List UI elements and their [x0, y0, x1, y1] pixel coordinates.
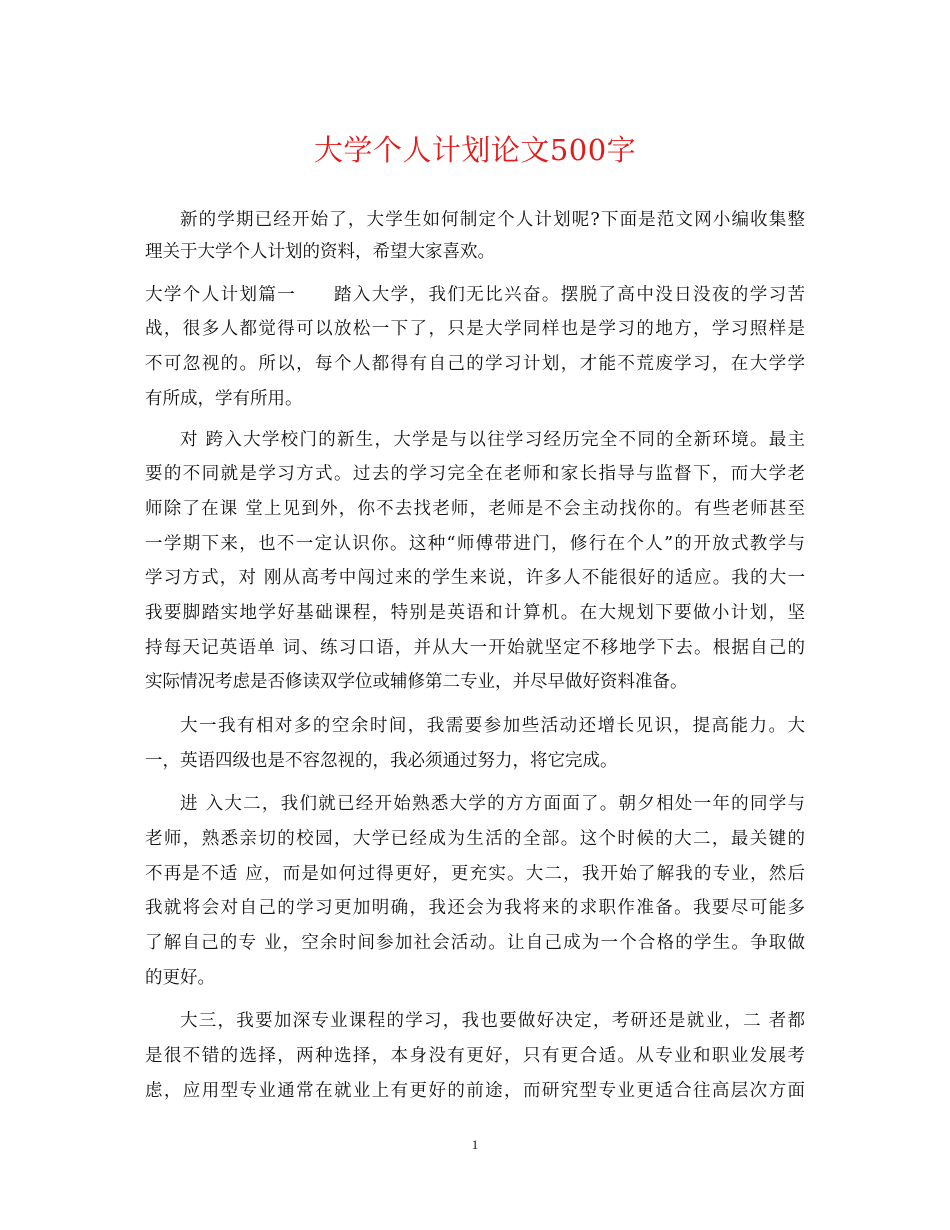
text-line: 大学个人计划篇一 踏入大学，我们无比兴奋。摆脱了高中没日没夜的学习苦 [145, 285, 805, 305]
text-line: 老师，熟悉亲切的校园，大学已经成为生活的全部。这个时候的大二，最关键的 [145, 829, 805, 849]
text-line: 学习方式，对 刚从高考中闯过来的学生来说，许多人不能很好的适应。我的大一 [145, 568, 805, 588]
text-line: 不再是不适 应，而是如何过得更好，更充实。大二，我开始了解我的专业，然后 [145, 864, 805, 884]
text-line: 我就将会对自己的学习更加明确，我还会为我将来的求职作准备。我要尽可能多 [145, 898, 805, 918]
text-line: 大三，我要加深专业课程的学习，我也要做好决定，考研还是就业，二 者都 [180, 1011, 805, 1031]
text-line: 的更好。 [145, 968, 215, 988]
text-line: 一学期下来，也不一定认识你。这种“师傅带进门，修行在个人”的开放式教学与 [145, 534, 805, 554]
text-line: 了解自己的专 业，空余时间参加社会活动。让自己成为一个合格的学生。争取做 [145, 933, 805, 953]
text-line: 是很不错的选择，两种选择，本身没有更好，只有更合适。从专业和职业发展考 [145, 1046, 805, 1066]
text-line: 我要脚踏实地学好基础课程，特别是英语和计算机。在大规划下要做小计划，坚 [145, 603, 805, 623]
page-number: 1 [471, 1137, 479, 1152]
text-line: 不可忽视的。所以，每个人都得有自己的学习计划，才能不荒废学习，在大学学 [145, 354, 805, 374]
text-line: 战，很多人都觉得可以放松一下了，只是大学同样也是学习的地方，学习照样是 [145, 319, 805, 339]
text-line: 有所成，学有所用。 [145, 389, 303, 409]
text-line: 持每天记英语单 词、练习口语，并从大一开始就坚定不移地学下去。根据自己的 [145, 638, 805, 658]
text-line: 师除了在课 堂上见到外，你不去找老师，老师是不会主动找你的。有些老师甚至 [145, 499, 805, 519]
text-line: 理关于大学个人计划的资料，希望大家喜欢。 [145, 242, 495, 262]
text-line: 大一我有相对多的空余时间，我需要参加些活动还增长见识，提高能力。大 [180, 716, 805, 736]
text-line: 一，英语四级也是不容忽视的，我必须通过努力，将它完成。 [145, 751, 618, 771]
page-title: 大学个人计划论文500字 [313, 133, 637, 167]
text-line: 对 跨入大学校门的新生，大学是与以往学习经历完全不同的全新环境。最主 [180, 430, 805, 450]
text-line: 要的不同就是学习方式。过去的学习完全在老师和家长指导与监督下，而大学老 [145, 464, 805, 484]
text-line: 进 入大二，我们就已经开始熟悉大学的方方面面了。朝夕相处一年的同学与 [180, 794, 805, 814]
text-line: 新的学期已经开始了，大学生如何制定个人计划呢?下面是范文网小编收集整 [180, 210, 805, 230]
text-line: 虑，应用型专业通常在就业上有更好的前途，而研究型专业更适合往高层次方面 [145, 1081, 805, 1101]
text-line: 实际情况考虑是否修读双学位或辅修第二专业，并尽早做好资料准备。 [145, 672, 688, 692]
